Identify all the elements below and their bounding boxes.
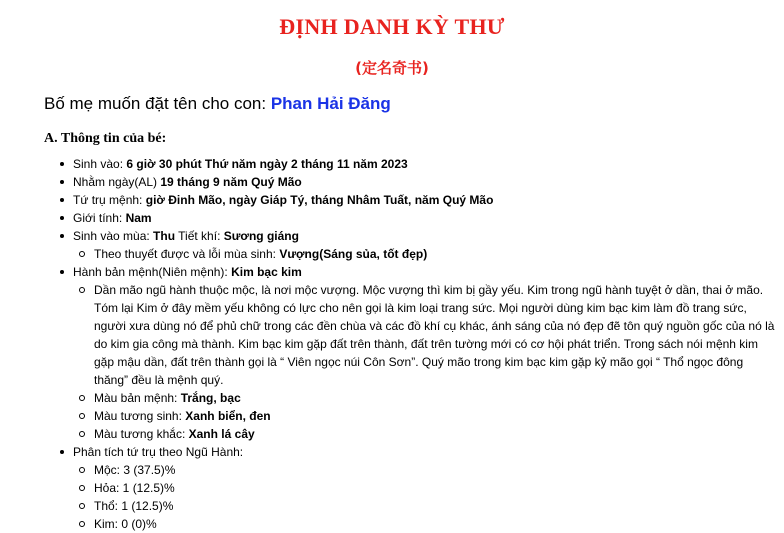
element-color-value: Trắng, bạc: [180, 391, 241, 405]
birth-value: 6 giờ 30 phút Thứ năm ngày 2 tháng 11 năm 2023: [126, 157, 408, 171]
season-sublist: [73, 245, 776, 263]
gender-value: Nam: [125, 211, 152, 225]
lunar-label: Nhằm ngày(AL): [73, 175, 161, 189]
element-sublist: [73, 281, 776, 443]
element-value: Kim bạc kim: [231, 265, 302, 279]
list-item-element: [54, 263, 776, 443]
generating-color-label: Màu tương sinh:: [94, 409, 186, 423]
document-title: ĐỊNH DANH KỲ THƯ: [279, 14, 505, 39]
list-item-lunar: [54, 173, 776, 191]
season-value: Thu: [153, 229, 176, 243]
element-label: Hành bản mệnh(Niên mệnh):: [73, 265, 232, 279]
birth-label: Sinh vào:: [73, 157, 127, 171]
info-list: [54, 155, 776, 533]
list-item-element-color: [73, 389, 776, 407]
list-item-season: [54, 227, 776, 263]
list-item-four-pillars: [54, 191, 776, 209]
analysis-item-metal: Kim: 0 (0)%: [73, 515, 776, 533]
section-a-heading: A. Thông tin của bé:: [44, 131, 167, 146]
list-item-birth: [54, 155, 776, 173]
lunar-value: 19 tháng 9 năm Quý Mão: [160, 175, 302, 189]
analysis-item-fire: Hỏa: 1 (12.5)%: [73, 479, 776, 497]
season-label: Sinh vào mùa:: [73, 229, 154, 243]
controlling-color-label: Màu tương khắc:: [94, 427, 189, 441]
analysis-item-earth: Thổ: 1 (12.5)%: [73, 497, 776, 515]
season-theory-label: Theo thuyết được và lỗi mùa sinh:: [94, 247, 280, 261]
gender-label: Giới tính:: [73, 211, 126, 225]
child-name: Phan Hải Đăng: [270, 94, 391, 113]
season-theory-value: Vượng(Sáng sủa, tốt đẹp): [279, 247, 428, 261]
document-subtitle: (定名奇书): [355, 59, 429, 77]
analysis-sublist: [73, 461, 776, 533]
list-item-controlling-color: [73, 425, 776, 443]
solar-term-value: Sương giáng: [223, 229, 299, 243]
four-pillars-value: giờ Đinh Mão, ngày Giáp Tý, tháng Nhâm Tuất, năm Quý Mão: [145, 193, 494, 207]
intro-line: [44, 94, 391, 114]
analysis-label: Phân tích tứ trụ theo Ngũ Hành:: [73, 445, 244, 459]
list-item-season-theory: [73, 245, 776, 263]
controlling-color-value: Xanh lá cây: [188, 427, 255, 441]
four-pillars-label: Tứ trụ mệnh:: [73, 193, 146, 207]
intro-prefix: Bố mẹ muốn đặt tên cho con:: [44, 94, 271, 113]
solar-term-label: Tiết khí:: [175, 229, 224, 243]
analysis-item-wood: Mộc: 3 (37.5)%: [73, 461, 776, 479]
list-item-generating-color: [73, 407, 776, 425]
list-item-analysis: [54, 443, 776, 533]
generating-color-value: Xanh biển, đen: [185, 409, 271, 423]
list-item-gender: [54, 209, 776, 227]
element-color-label: Màu bản mệnh:: [94, 391, 181, 405]
element-description: Dần mão ngũ hành thuộc mộc, là nơi mộc vượng. Mộc vượng thì kim bị gầy yếu. Kim trong ngũ hành tuyệt ở dần, thai ở mão. Tóm lại Kim ở đây mềm yếu không có lực cho nên gọi là kim loại trang sức. Mọi người dùng kim bạc kim làm đồ trang sức, người xưa dùng nó để phủ chữ trong các đền chùa và các đồ khí cụ khác, ánh sáng của nó đẹp đẽ tôn quý nguồn gốc của nó là do kim gia công mà thành. Kim bạc kim gặp đất trên thành, đất trên tường mới có cơ hội phát triển. Trong sách nói mệnh kim gặp mậu dần, đất trên thành gọi là “ Viên ngọc núi Côn Sơn”. Quý mão trong kim bạc kim gặp kỷ mão gọi “ Thổ ngọc đông thăng” đều là mệnh quý.: [73, 281, 776, 389]
